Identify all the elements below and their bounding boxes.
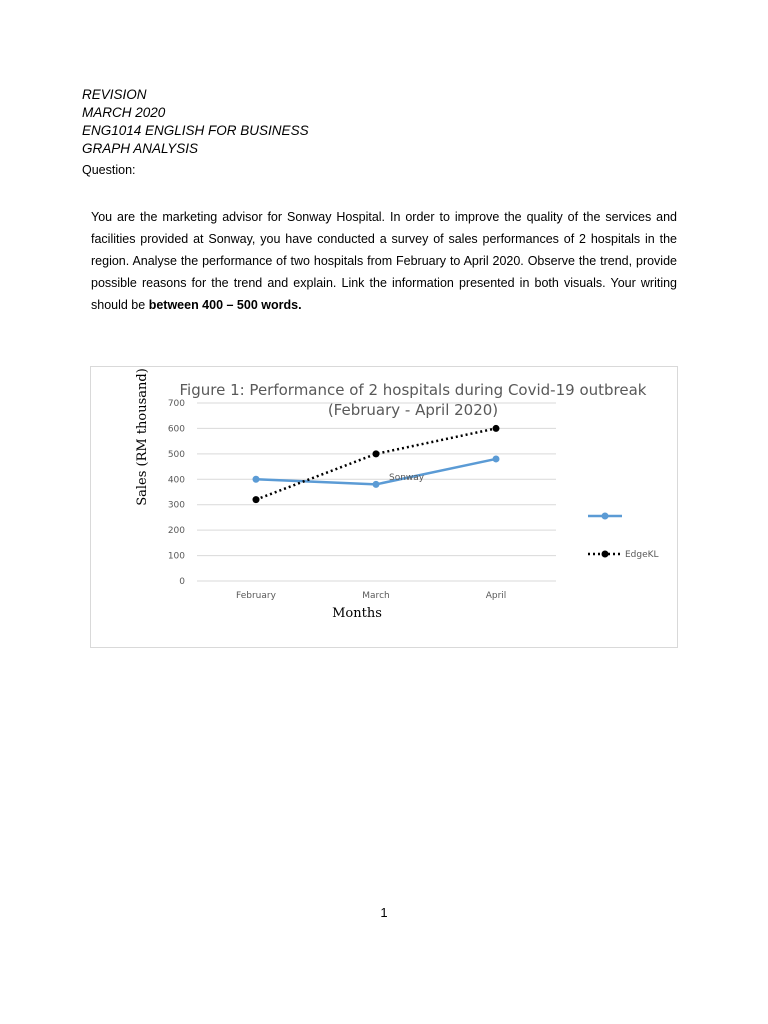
y-tick-label: 200	[167, 526, 185, 537]
data-point-sonway	[493, 455, 500, 462]
page-number: 1	[380, 905, 388, 920]
document-header	[82, 86, 309, 158]
data-point-edgekl	[253, 496, 260, 503]
series-line-sonway	[256, 459, 496, 484]
data-point-sonway	[373, 481, 380, 488]
x-tick-label: February	[236, 591, 276, 601]
y-tick-label: 600	[167, 424, 185, 435]
legend-marker-sonway	[602, 513, 609, 520]
chart-container	[90, 366, 678, 648]
header-revision: REVISION	[82, 87, 147, 102]
chart-title-line2: (February - April 2020)	[327, 401, 499, 419]
y-tick-label: 300	[167, 500, 185, 511]
question-paragraph	[91, 206, 677, 316]
x-axis-label: Months	[332, 606, 382, 621]
chart-title-line1: Figure 1: Performance of 2 hospitals during Covid-19 outbreak	[179, 381, 647, 399]
y-tick-label: 400	[167, 475, 185, 486]
header-topic: GRAPH ANALYSIS	[82, 141, 199, 156]
series-line-edgekl	[256, 428, 496, 499]
series-label-sonway: Sonway	[389, 473, 425, 483]
question-text: You are the marketing advisor for Sonway Hospital. In order to improve the quality of the services and facilities provided at Sonway, you have conducted a survey of sales performances of 2 hospitals in the region. Analyse the performance of two hospitals from February to April 2020. Observe the trend, provide possible reasons for the trend and explain. Link the information presented in both visuals. Your writing should be	[91, 210, 677, 312]
word-limit: between 400 – 500 words.	[148, 298, 302, 312]
y-tick-label: 700	[167, 399, 185, 409]
y-tick-label: 0	[179, 577, 185, 587]
y-tick-label: 500	[167, 449, 185, 460]
data-point-edgekl	[493, 425, 500, 432]
x-tick-label: April	[485, 591, 507, 601]
header-course: ENG1014 ENGLISH FOR BUSINESS	[82, 123, 309, 138]
legend-label-edgekl: EdgeKL	[625, 550, 659, 560]
y-tick-label: 100	[167, 551, 185, 562]
data-point-edgekl	[373, 450, 380, 457]
x-tick-label: March	[362, 591, 390, 601]
line-chart	[91, 367, 679, 649]
header-date: MARCH 2020	[82, 105, 166, 120]
data-point-sonway	[253, 476, 260, 483]
y-axis-label: Sales (RM thousand)	[135, 368, 150, 506]
legend-marker-edgekl	[602, 551, 609, 558]
question-label: Question:	[82, 163, 136, 177]
